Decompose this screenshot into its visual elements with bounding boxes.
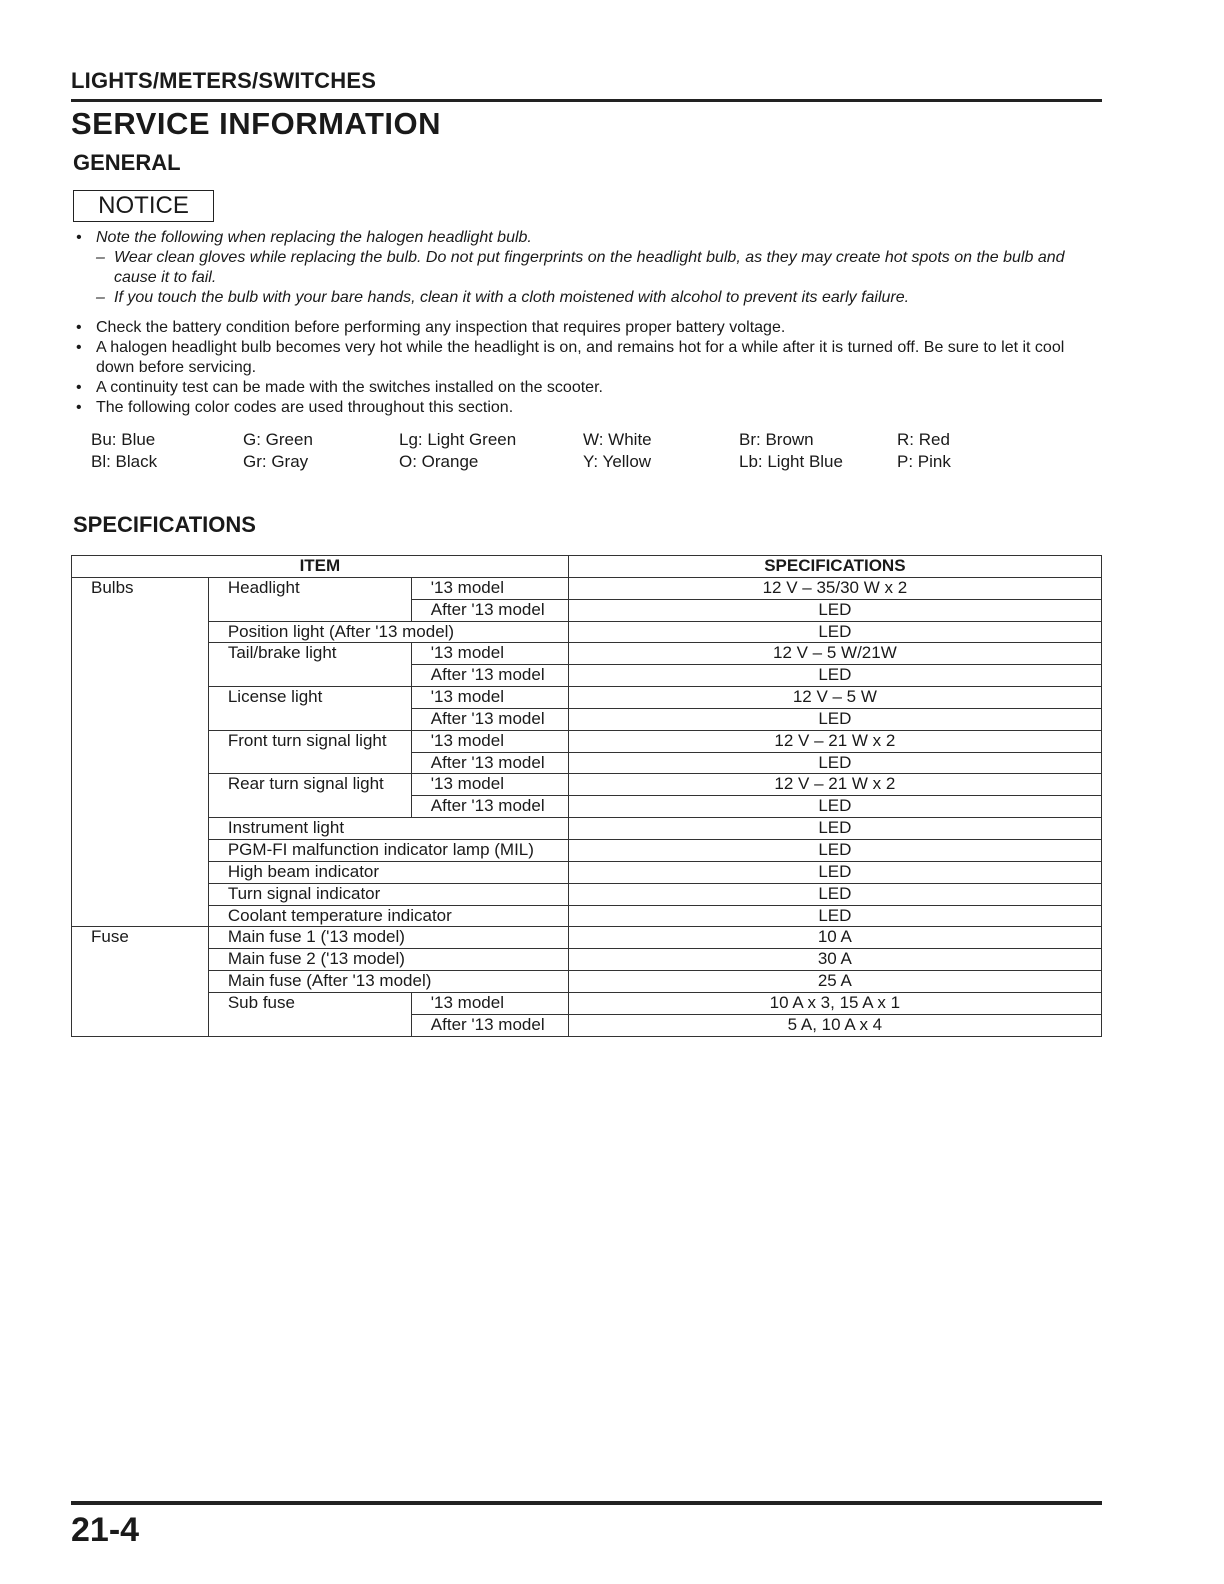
color-code: W: White — [583, 430, 652, 449]
table-row — [72, 992, 1102, 1014]
color-code-list — [91, 429, 977, 473]
header-rule — [71, 99, 1102, 102]
spec-value: 12 V – 21 W x 2 — [568, 774, 1101, 796]
table-row — [72, 774, 1102, 796]
notice-item: – If you touch the bulb with your bare hands, clean it with a cloth moistened with alcohol to prevent its early failure. — [76, 288, 1106, 308]
page-title: SERVICE INFORMATION — [71, 106, 442, 141]
item-cell: Main fuse 1 ('13 model) — [208, 927, 568, 949]
model-cell: After '13 model — [411, 796, 568, 818]
spec-value: LED — [568, 839, 1101, 861]
spec-value: LED — [568, 752, 1101, 774]
model-cell: '13 model — [411, 643, 568, 665]
model-cell: '13 model — [411, 577, 568, 599]
spec-value: LED — [568, 621, 1101, 643]
model-cell: After '13 model — [411, 665, 568, 687]
notice-intro: • Note the following when replacing the halogen headlight bulb. — [76, 228, 1106, 248]
general-bullet: • A halogen headlight bulb becomes very hot while the headlight is on, and remains hot for a while after it is turned off. Be sure to let it cool down before servicing. — [76, 338, 1106, 378]
spec-value: 30 A — [568, 949, 1101, 971]
item-cell: Main fuse (After '13 model) — [208, 971, 568, 993]
color-code: Bu: Blue — [91, 430, 156, 449]
general-bullet: • The following color codes are used throughout this section. — [76, 398, 1106, 418]
table-row — [72, 818, 1102, 840]
color-code: Br: Brown — [739, 430, 814, 449]
model-cell: After '13 model — [411, 599, 568, 621]
item-cell: Turn signal indicator — [208, 883, 568, 905]
color-code: Gr: Gray — [243, 452, 309, 471]
color-code: Bl: Black — [91, 452, 158, 471]
model-cell: '13 model — [411, 687, 568, 709]
general-notes — [76, 228, 1106, 418]
general-bullet: • A continuity test can be made with the switches installed on the scooter. — [76, 378, 1106, 398]
spec-value: LED — [568, 905, 1101, 927]
item-cell: Rear turn signal light — [208, 774, 411, 818]
spec-value: 12 V – 35/30 W x 2 — [568, 577, 1101, 599]
color-code: P: Pink — [897, 452, 951, 471]
general-bullet: • Check the battery condition before performing any inspection that requires proper battery voltage. — [76, 318, 1106, 338]
table-row — [72, 905, 1102, 927]
item-cell: Main fuse 2 ('13 model) — [208, 949, 568, 971]
specifications-heading: SPECIFICATIONS — [73, 512, 256, 537]
spec-value: LED — [568, 665, 1101, 687]
model-cell: After '13 model — [411, 1014, 568, 1036]
spec-value: LED — [568, 796, 1101, 818]
color-code: Lb: Light Blue — [739, 452, 843, 471]
item-cell: Sub fuse — [208, 992, 411, 1036]
color-code: R: Red — [897, 430, 950, 449]
table-row — [72, 861, 1102, 883]
spec-value: 25 A — [568, 971, 1101, 993]
table-row — [72, 577, 1102, 599]
notice-box: NOTICE — [73, 190, 214, 222]
spec-value: 12 V – 5 W/21W — [568, 643, 1101, 665]
group-label-fuse: Fuse — [72, 927, 209, 1036]
spec-value: 5 A, 10 A x 4 — [568, 1014, 1101, 1036]
model-cell: '13 model — [411, 730, 568, 752]
table-row — [72, 971, 1102, 993]
table-row — [72, 730, 1102, 752]
item-cell: Headlight — [208, 577, 411, 621]
table-row — [72, 839, 1102, 861]
footer-rule — [71, 1501, 1102, 1505]
item-cell: Instrument light — [208, 818, 568, 840]
item-cell: License light — [208, 687, 411, 731]
item-cell: Coolant temperature indicator — [208, 905, 568, 927]
spec-value: LED — [568, 708, 1101, 730]
model-cell: '13 model — [411, 992, 568, 1014]
model-cell: '13 model — [411, 774, 568, 796]
table-header-row — [72, 556, 1102, 578]
model-cell: After '13 model — [411, 752, 568, 774]
item-cell: PGM-FI malfunction indicator lamp (MIL) — [208, 839, 568, 861]
notice-item: – Wear clean gloves while replacing the bulb. Do not put fingerprints on the headlight bulb, as they may create hot spots on the bulb and cause it to fail. — [76, 248, 1106, 288]
table-row — [72, 927, 1102, 949]
spec-value: LED — [568, 861, 1101, 883]
spec-value: 12 V – 21 W x 2 — [568, 730, 1101, 752]
color-code: O: Orange — [399, 452, 479, 471]
spec-value: 12 V – 5 W — [568, 687, 1101, 709]
color-code: G: Green — [243, 430, 313, 449]
item-cell: Front turn signal light — [208, 730, 411, 774]
color-code: Y: Yellow — [583, 452, 652, 471]
table-row — [72, 643, 1102, 665]
color-code: Lg: Light Green — [399, 430, 517, 449]
table-row — [72, 621, 1102, 643]
table-row — [72, 687, 1102, 709]
column-header-specifications: SPECIFICATIONS — [568, 556, 1101, 578]
group-label-bulbs: Bulbs — [72, 577, 209, 927]
model-cell: After '13 model — [411, 708, 568, 730]
section-header: LIGHTS/METERS/SWITCHES — [71, 68, 377, 93]
item-cell: Position light (After '13 model) — [208, 621, 568, 643]
table-row — [72, 883, 1102, 905]
spec-value: LED — [568, 818, 1101, 840]
spec-value: LED — [568, 599, 1101, 621]
spec-value: 10 A — [568, 927, 1101, 949]
item-cell: Tail/brake light — [208, 643, 411, 687]
specifications-table — [71, 555, 1102, 1037]
item-cell: High beam indicator — [208, 861, 568, 883]
spec-value: LED — [568, 883, 1101, 905]
page-number: 21-4 — [71, 1511, 140, 1549]
table-row — [72, 949, 1102, 971]
column-header-item: ITEM — [72, 556, 569, 578]
spec-value: 10 A x 3, 15 A x 1 — [568, 992, 1101, 1014]
general-heading: GENERAL — [73, 150, 181, 175]
